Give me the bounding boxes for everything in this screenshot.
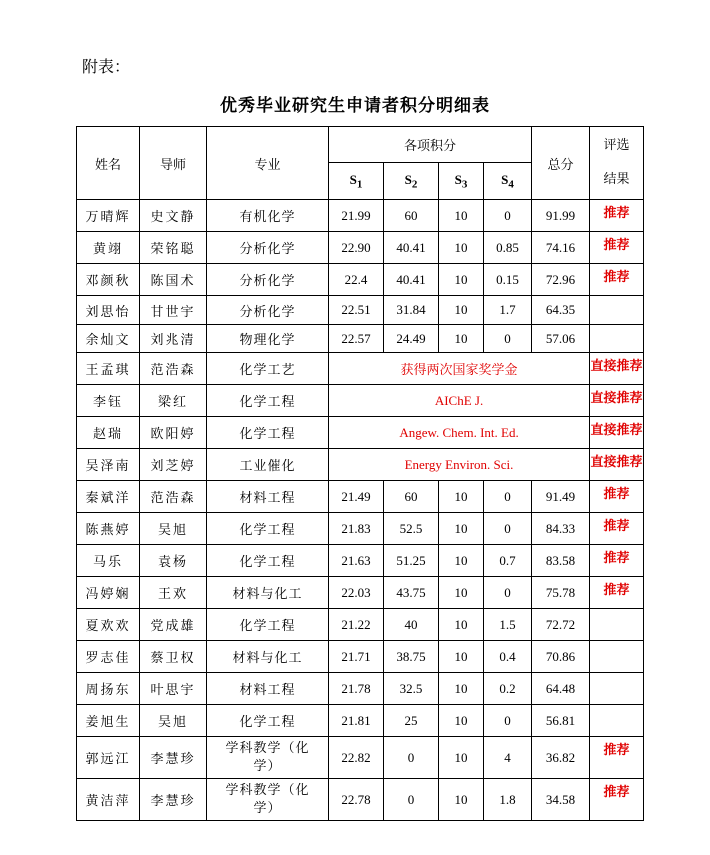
- header-result-line2: 结果: [603, 172, 630, 187]
- cell-note: 获得两次国家奖学金: [329, 353, 590, 385]
- cell-major-line1: 学科教学（化: [225, 740, 310, 756]
- cell-name: 夏欢欢: [77, 609, 140, 641]
- cell-s1: 22.4: [329, 264, 384, 296]
- cell-s3: 10: [439, 200, 484, 232]
- cell-name: 李钰: [77, 385, 140, 417]
- cell-name: 刘思怡: [77, 296, 140, 325]
- cell-advisor: 王欢: [140, 577, 207, 609]
- table-row: [77, 673, 644, 705]
- cell-total: 64.35: [532, 296, 590, 325]
- table-row: [77, 385, 644, 417]
- cell-major: 分析化学: [207, 296, 329, 325]
- cell-s2: 38.75: [384, 641, 439, 673]
- cell-s2: 25: [384, 705, 439, 737]
- cell-advisor: 蔡卫权: [140, 641, 207, 673]
- table-row: [77, 264, 644, 296]
- cell-total: 83.58: [532, 545, 590, 577]
- table-row: [77, 200, 644, 232]
- header-result: [590, 127, 644, 200]
- cell-name: 赵瑞: [77, 417, 140, 449]
- cell-major: 材料工程: [207, 673, 329, 705]
- cell-s4: 1.7: [484, 296, 532, 325]
- cell-s4: 1.5: [484, 609, 532, 641]
- cell-major: 工业催化: [207, 449, 329, 481]
- table-row: [77, 779, 644, 821]
- cell-s2: 32.5: [384, 673, 439, 705]
- header-s1: $S_1$: [329, 163, 384, 200]
- cell-s4: 0.85: [484, 232, 532, 264]
- cell-s3: 10: [439, 325, 484, 353]
- cell-major-line1: 学科教学（化: [225, 782, 310, 798]
- cell-s1: 22.90: [329, 232, 384, 264]
- table-row: [77, 513, 644, 545]
- cell-advisor: 刘兆清: [140, 325, 207, 353]
- cell-s4: 0.4: [484, 641, 532, 673]
- cell-major: [207, 737, 329, 779]
- cell-s3: 10: [439, 609, 484, 641]
- cell-advisor: 党成雄: [140, 609, 207, 641]
- header-scores-group: 各项积分: [329, 127, 532, 163]
- cell-s4: 0.2: [484, 673, 532, 705]
- cell-s3: 10: [439, 641, 484, 673]
- cell-s4: 0: [484, 200, 532, 232]
- cell-s4: 0: [484, 513, 532, 545]
- cell-name: 郭远江: [77, 737, 140, 779]
- cell-total: 74.16: [532, 232, 590, 264]
- cell-s1: 21.22: [329, 609, 384, 641]
- cell-major: 化学工程: [207, 705, 329, 737]
- cell-major: 物理化学: [207, 325, 329, 353]
- header-name: 姓名: [77, 127, 140, 200]
- cell-name: 余灿文: [77, 325, 140, 353]
- cell-name: 姜旭生: [77, 705, 140, 737]
- cell-note: Energy Environ. Sci.: [329, 449, 590, 481]
- cell-result: [590, 609, 644, 641]
- cell-s2: 60: [384, 200, 439, 232]
- cell-result: 直接推荐: [590, 449, 644, 481]
- cell-s2: 31.84: [384, 296, 439, 325]
- cell-major: 材料与化工: [207, 641, 329, 673]
- cell-advisor: 叶思宇: [140, 673, 207, 705]
- cell-s4: 4: [484, 737, 532, 779]
- cell-result: 推荐: [590, 264, 644, 296]
- cell-s4: 0: [484, 325, 532, 353]
- cell-s3: 10: [439, 779, 484, 821]
- cell-advisor: 袁杨: [140, 545, 207, 577]
- cell-s4: 0: [484, 705, 532, 737]
- cell-major: 化学工程: [207, 385, 329, 417]
- cell-major: 化学工艺: [207, 353, 329, 385]
- header-s4: $S_4$: [484, 163, 532, 200]
- cell-s4: 0: [484, 577, 532, 609]
- cell-s1: 21.83: [329, 513, 384, 545]
- table-row: [77, 325, 644, 353]
- cell-total: 56.81: [532, 705, 590, 737]
- cell-advisor: 史文静: [140, 200, 207, 232]
- cell-major: 化学工程: [207, 609, 329, 641]
- cell-s4: 0.7: [484, 545, 532, 577]
- cell-s3: 10: [439, 232, 484, 264]
- cell-advisor: 李慧珍: [140, 779, 207, 821]
- cell-s3: 10: [439, 673, 484, 705]
- cell-name: 陈燕婷: [77, 513, 140, 545]
- cell-advisor: 吴旭: [140, 513, 207, 545]
- table-row: [77, 737, 644, 779]
- cell-advisor: 欧阳婷: [140, 417, 207, 449]
- cell-major: 化学工程: [207, 513, 329, 545]
- header-advisor: 导师: [140, 127, 207, 200]
- table-row: [77, 296, 644, 325]
- cell-name: 吴泽南: [77, 449, 140, 481]
- cell-total: 34.58: [532, 779, 590, 821]
- cell-result: [590, 705, 644, 737]
- cell-s3: 10: [439, 737, 484, 779]
- cell-result: [590, 325, 644, 353]
- cell-name: 万晴辉: [77, 200, 140, 232]
- cell-major: 化学工程: [207, 545, 329, 577]
- table-row: [77, 232, 644, 264]
- cell-result: 推荐: [590, 577, 644, 609]
- cell-note: AIChE J.: [329, 385, 590, 417]
- cell-s2: 51.25: [384, 545, 439, 577]
- cell-major: 分析化学: [207, 264, 329, 296]
- cell-s1: 22.57: [329, 325, 384, 353]
- cell-result: 直接推荐: [590, 353, 644, 385]
- cell-result: 推荐: [590, 481, 644, 513]
- cell-s2: 43.75: [384, 577, 439, 609]
- cell-s1: 21.78: [329, 673, 384, 705]
- cell-result: [590, 641, 644, 673]
- cell-name: 黄翊: [77, 232, 140, 264]
- table-row: [77, 641, 644, 673]
- cell-s1: 21.49: [329, 481, 384, 513]
- cell-s1: 21.63: [329, 545, 384, 577]
- table-row: [77, 481, 644, 513]
- cell-s1: 22.82: [329, 737, 384, 779]
- cell-result: [590, 296, 644, 325]
- cell-result: 直接推荐: [590, 417, 644, 449]
- cell-result: 直接推荐: [590, 385, 644, 417]
- cell-s3: 10: [439, 481, 484, 513]
- cell-s3: 10: [439, 513, 484, 545]
- cell-major-line2: 学）: [253, 758, 282, 774]
- cell-s1: 22.78: [329, 779, 384, 821]
- table-row: [77, 609, 644, 641]
- cell-result: 推荐: [590, 200, 644, 232]
- table-row: [77, 353, 644, 385]
- cell-s2: 52.5: [384, 513, 439, 545]
- cell-name: 邓颜秋: [77, 264, 140, 296]
- cell-note: Angew. Chem. Int. Ed.: [329, 417, 590, 449]
- cell-major: [207, 779, 329, 821]
- cell-major: 分析化学: [207, 232, 329, 264]
- cell-s3: 10: [439, 264, 484, 296]
- cell-s1: 22.51: [329, 296, 384, 325]
- cell-major: 有机化学: [207, 200, 329, 232]
- cell-major: 化学工程: [207, 417, 329, 449]
- cell-total: 72.72: [532, 609, 590, 641]
- cell-s4: 0.15: [484, 264, 532, 296]
- cell-s4: 0: [484, 481, 532, 513]
- header-total: 总分: [532, 127, 590, 200]
- cell-total: 64.48: [532, 673, 590, 705]
- cell-result: 推荐: [590, 545, 644, 577]
- cell-major: 材料与化工: [207, 577, 329, 609]
- cell-total: 91.49: [532, 481, 590, 513]
- cell-advisor: 甘世宇: [140, 296, 207, 325]
- cell-s3: 10: [439, 577, 484, 609]
- cell-advisor: 李慧珍: [140, 737, 207, 779]
- cell-s4: 1.8: [484, 779, 532, 821]
- cell-s3: 10: [439, 296, 484, 325]
- cell-result: 推荐: [590, 232, 644, 264]
- cell-name: 黄洁萍: [77, 779, 140, 821]
- cell-result: 推荐: [590, 737, 644, 779]
- cell-name: 王孟琪: [77, 353, 140, 385]
- cell-result: 推荐: [590, 513, 644, 545]
- header-s2: $S_2$: [384, 163, 439, 200]
- cell-major: 材料工程: [207, 481, 329, 513]
- cell-advisor: 刘芝婷: [140, 449, 207, 481]
- cell-total: 70.86: [532, 641, 590, 673]
- cell-total: 36.82: [532, 737, 590, 779]
- table-row: [77, 449, 644, 481]
- cell-total: 84.33: [532, 513, 590, 545]
- cell-result: 推荐: [590, 779, 644, 821]
- cell-s2: 0: [384, 779, 439, 821]
- cell-advisor: 吴旭: [140, 705, 207, 737]
- cell-total: 91.99: [532, 200, 590, 232]
- cell-advisor: 范浩森: [140, 481, 207, 513]
- header-major: 专业: [207, 127, 329, 200]
- cell-name: 冯婷娴: [77, 577, 140, 609]
- cell-s1: 21.71: [329, 641, 384, 673]
- cell-s2: 40.41: [384, 232, 439, 264]
- cell-major-line2: 学）: [253, 800, 282, 816]
- cell-name: 马乐: [77, 545, 140, 577]
- header-result-line1: 评选: [603, 138, 630, 153]
- table-row: [77, 545, 644, 577]
- table-row: [77, 577, 644, 609]
- cell-name: 罗志佳: [77, 641, 140, 673]
- cell-s1: 21.81: [329, 705, 384, 737]
- cell-result: [590, 673, 644, 705]
- cell-advisor: 梁红: [140, 385, 207, 417]
- cell-total: 75.78: [532, 577, 590, 609]
- cell-advisor: 荣铭聪: [140, 232, 207, 264]
- cell-s3: 10: [439, 705, 484, 737]
- cell-s1: 21.99: [329, 200, 384, 232]
- cell-advisor: 范浩森: [140, 353, 207, 385]
- table-row: [77, 417, 644, 449]
- cell-s2: 0: [384, 737, 439, 779]
- cell-name: 周扬东: [77, 673, 140, 705]
- cell-name: 秦斌洋: [77, 481, 140, 513]
- cell-s2: 60: [384, 481, 439, 513]
- cell-s2: 24.49: [384, 325, 439, 353]
- cell-s2: 40.41: [384, 264, 439, 296]
- table-row: [77, 705, 644, 737]
- table-title: 优秀毕业研究生申请者积分明细表: [220, 96, 490, 116]
- cell-s3: 10: [439, 545, 484, 577]
- cell-total: 57.06: [532, 325, 590, 353]
- cell-s2: 40: [384, 609, 439, 641]
- header-s3: $S_3$: [439, 163, 484, 200]
- attachment-label: 附表：: [82, 57, 131, 76]
- cell-s1: 22.03: [329, 577, 384, 609]
- score-table: [76, 126, 644, 821]
- cell-advisor: 陈国术: [140, 264, 207, 296]
- cell-total: 72.96: [532, 264, 590, 296]
